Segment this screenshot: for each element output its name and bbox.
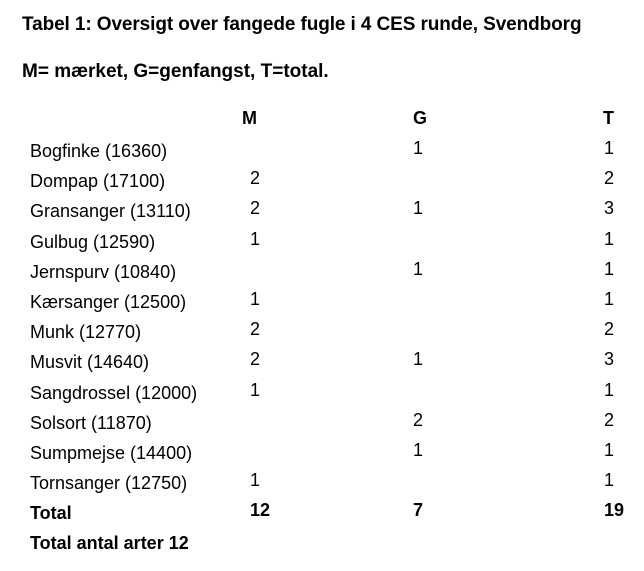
total-m: 12 [250, 500, 271, 520]
cell-t: 1 [604, 288, 615, 309]
cell-g: 1 [413, 198, 424, 219]
species-name: Solsort (11870) [30, 412, 152, 433]
species-name: Tornsanger (12750) [30, 473, 188, 494]
species-name: Musvit (14640) [30, 352, 150, 373]
species-count: Total antal arter 12 [30, 533, 189, 553]
cell-t: 3 [604, 198, 615, 219]
cell-t: 2 [604, 319, 615, 340]
cell-t: 1 [604, 138, 615, 158]
species-name: Jernspurv (10840) [30, 261, 177, 282]
table-row [0, 259, 644, 289]
cell-m: 2 [250, 319, 261, 340]
header-g: G [413, 108, 428, 128]
cell-m: 1 [250, 470, 261, 491]
cell-m: 1 [250, 228, 261, 249]
cell-m: 2 [250, 168, 261, 189]
cell-g: 1 [413, 439, 424, 460]
cell-m: 1 [250, 288, 261, 309]
table-row [0, 229, 644, 259]
table-row [0, 410, 644, 440]
total-label: Total [30, 503, 72, 523]
cell-g: 1 [413, 258, 424, 279]
total-t: 19 [604, 500, 625, 520]
total-row [0, 500, 644, 526]
cell-g: 2 [413, 409, 424, 430]
table-header [0, 108, 644, 132]
table-row [0, 289, 644, 319]
cell-g: 1 [413, 138, 424, 158]
cell-t: 1 [604, 439, 615, 460]
table-row [0, 319, 644, 349]
table-row [0, 349, 644, 379]
table-title: Tabel 1: Oversigt over fangede fugle i 4 CES runde, Svendborg [22, 14, 582, 35]
cell-t: 1 [604, 228, 615, 249]
table-row [0, 168, 644, 198]
cell-g: 1 [413, 349, 424, 370]
species-name: Kærsanger (12500) [30, 291, 187, 312]
cell-t: 2 [604, 409, 615, 430]
species-name: Dompap (17100) [30, 171, 166, 192]
table-row [0, 440, 644, 470]
species-name: Sangdrossel (12000) [30, 382, 198, 403]
table-row [0, 138, 644, 168]
cell-t: 3 [604, 349, 615, 370]
species-name: Gulbug (12590) [30, 231, 156, 252]
table-body [0, 138, 644, 500]
table-row [0, 470, 644, 500]
cell-m: 1 [250, 379, 261, 400]
table-row [0, 198, 644, 228]
cell-m: 2 [250, 349, 261, 370]
species-name: Sumpmejse (14400) [30, 442, 193, 463]
cell-t: 1 [604, 470, 615, 491]
cell-t: 1 [604, 379, 615, 400]
header-t: T [603, 108, 614, 128]
total-g: 7 [413, 500, 424, 520]
species-name: Bogfinke (16360) [30, 141, 168, 161]
table-row [0, 380, 644, 410]
cell-m: 2 [250, 198, 261, 219]
table-legend: M= mærket, G=genfangst, T=total. [22, 61, 329, 82]
cell-t: 1 [604, 258, 615, 279]
header-m: M [242, 108, 257, 128]
cell-t: 2 [604, 168, 615, 189]
species-name: Munk (12770) [30, 322, 142, 343]
species-name: Gransanger (13110) [30, 201, 191, 222]
